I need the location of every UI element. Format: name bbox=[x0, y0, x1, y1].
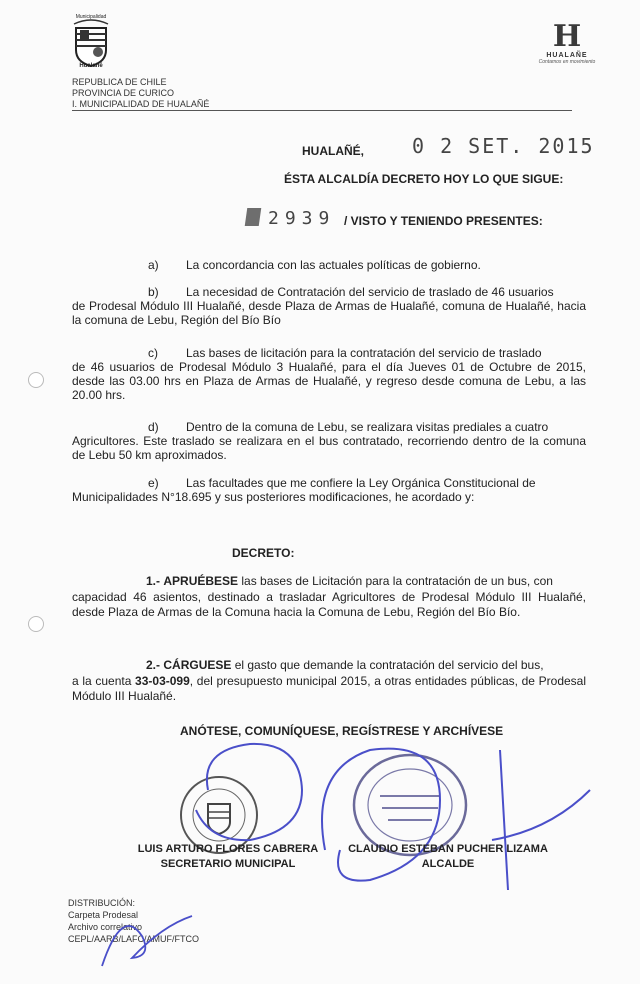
article-2-first: el gasto que demande la contratación del servicio del bus, bbox=[231, 658, 544, 672]
closing-formula: ANÓTESE, COMUNÍQUESE, REGÍSTRESE Y ARCHÍVESE bbox=[180, 724, 504, 738]
signature-right bbox=[338, 842, 558, 872]
considerando-c-first: Las bases de licitación para la contratación del servicio de traslado bbox=[186, 346, 542, 360]
distribution-item: Archivo correlativo bbox=[68, 922, 143, 932]
article-2-rest-pre: a la cuenta bbox=[72, 674, 136, 688]
date-place: HUALAÑÉ, bbox=[302, 144, 364, 158]
distribution-title: DISTRIBUCIÓN: bbox=[68, 898, 136, 908]
distribution-item: Carpeta Prodesal bbox=[68, 910, 139, 920]
considerando-d-letter: d) bbox=[148, 420, 159, 434]
article-1-first-line bbox=[146, 574, 586, 588]
article-2-number: 2.- bbox=[146, 658, 161, 672]
considerando-d-first: Dentro de la comuna de Lebu, se realizara visitas prediales a cuatro bbox=[186, 420, 549, 434]
visto-heading: / VISTO Y TENIENDO PRESENTES: bbox=[344, 214, 543, 228]
considerando-c-letter: c) bbox=[148, 346, 158, 360]
article-2-account: 33-03-099 bbox=[135, 674, 190, 688]
shield-top-text: Municipalidad bbox=[75, 14, 107, 20]
article-1-rest: capacidad 46 asientos, destinado a trasladar Agricultores de Prodesal Módulo III Hualañé, desde Plaza de Armas de la Comuna hacia la Comuna de Lebu, Región del Bío Bío. bbox=[72, 590, 586, 619]
considerando-b-first: La necesidad de Contratación del servicio de traslado de 46 usuarios bbox=[186, 285, 554, 299]
header-line-municipality: I. MUNICIPALIDAD DE HUALAÑÉ bbox=[72, 99, 210, 109]
date-stamp: 0 2 SET. 2015 bbox=[412, 134, 595, 158]
considerando-b-rest: de Prodesal Módulo III Hualañé, desde Plaza de Armas de Hualañé, comuna de Hualañé, hacia la comuna de Lebu, Región del Bío Bío bbox=[72, 299, 586, 327]
brand-letter: H bbox=[552, 19, 582, 54]
considerando-e-first: Las facultades que me confiere la Ley Orgánica Constitucional de bbox=[186, 476, 536, 490]
considerando-e-rest: Municipalidades N°18.695 y sus posteriores modificaciones, he acordado y: bbox=[72, 490, 475, 504]
article-2-rest-post: , del presupuesto municipal 2015, a otras entidades públicas, de Prodesal Módulo III Hualañé. bbox=[72, 674, 587, 703]
intro-statement: ÉSTA ALCALDÍA DECRETO HOY LO QUE SIGUE: bbox=[284, 172, 564, 186]
considerando-e-letter: e) bbox=[148, 476, 159, 490]
distribution-item: CEPL/AARB/LAFC/AMUF/FTCO bbox=[68, 934, 200, 944]
signer-left-role: SECRETARIO MUNICIPAL bbox=[160, 858, 296, 870]
decree-number: 2939 bbox=[268, 208, 336, 229]
signer-right-role: ALCALDE bbox=[421, 858, 475, 870]
hualane-brand-logo bbox=[532, 19, 602, 65]
brand-tagline: Contamos en movimiento bbox=[538, 59, 596, 65]
considerando-a-text: La concordancia con las actuales políticas de gobierno. bbox=[186, 258, 481, 272]
signature-left bbox=[128, 842, 328, 872]
signer-left-name: LUIS ARTURO FLORES CABRERA bbox=[137, 843, 319, 855]
decreto-title: DECRETO: bbox=[232, 546, 295, 560]
header-line-province: PROVINCIA DE CURICO bbox=[72, 88, 175, 98]
header-divider bbox=[72, 110, 572, 111]
considerando-b-letter: b) bbox=[148, 285, 159, 299]
initials-scribble bbox=[92, 896, 212, 976]
considerando-c-rest: de 46 usuarios de Prodesal Módulo 3 Hualañé, para el día Jueves 01 de Octubre de 2015, desde las 03.00 hrs en Plaza de Armas de Hualañé, y regreso desde comuna de Lebu, a las 20.00 hrs. bbox=[72, 360, 586, 402]
article-1-first: las bases de Licitación para la contratación de un bus, con bbox=[238, 574, 553, 588]
brand-name: HUALAÑE bbox=[546, 52, 588, 59]
considerando-a-letter: a) bbox=[148, 258, 159, 272]
signer-right-name: CLAUDIO ESTEBAN PUCHER LIZAMA bbox=[348, 843, 548, 855]
municipal-shield-logo bbox=[68, 14, 114, 70]
article-2-first-line bbox=[146, 658, 586, 672]
punch-hole-top bbox=[28, 372, 44, 388]
stamp-mark-icon bbox=[245, 208, 262, 226]
article-2-rest bbox=[72, 674, 586, 704]
article-1-number: 1.- bbox=[146, 574, 161, 588]
header-line-republic: REPUBLICA DE CHILE bbox=[72, 77, 167, 87]
handwritten-signatures bbox=[190, 730, 610, 910]
article-2-verb: CÁRGUESE bbox=[163, 658, 232, 672]
considerando-d-rest: Agricultores. Este traslado se realizara en el bus contratado, recorriendo dentro de la comuna de Lebu 50 km aproximados. bbox=[72, 434, 586, 462]
shield-bottom-text: Hualañé bbox=[79, 63, 103, 69]
article-1-verb: APRUÉBESE bbox=[163, 574, 239, 588]
punch-hole-bottom bbox=[28, 616, 44, 632]
